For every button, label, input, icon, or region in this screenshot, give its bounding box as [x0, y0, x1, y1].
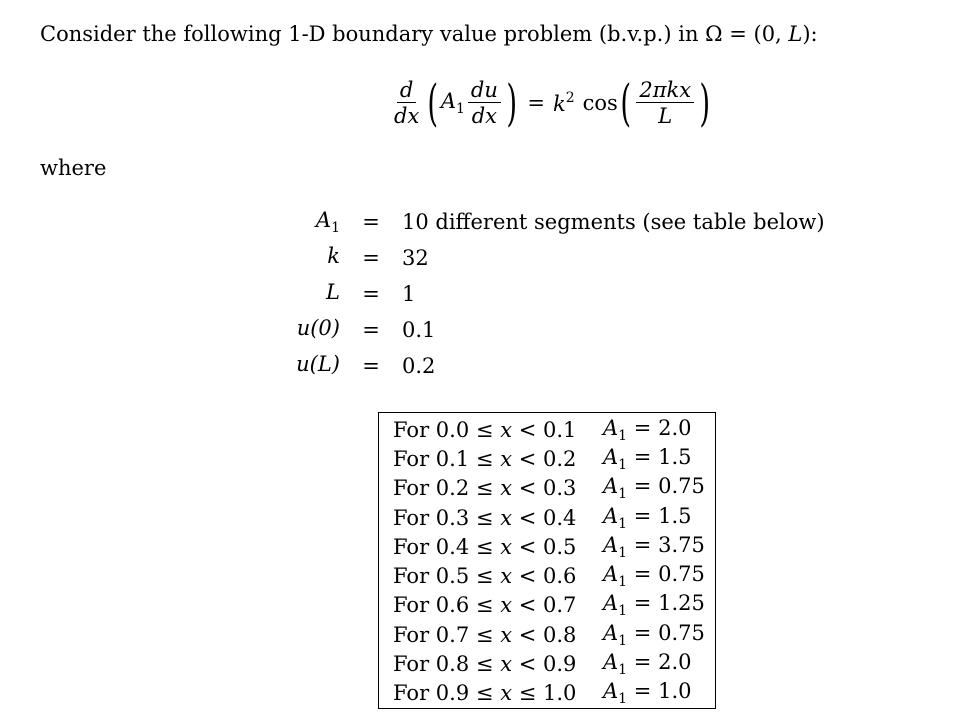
parameter-equals: = [362, 354, 380, 378]
domain-symbol: Ω = (0, [705, 22, 789, 46]
segment-row [393, 532, 705, 561]
segment-coefficient: $A_1 = 0.75$ [603, 474, 705, 503]
segment-range: For 0.2 ≤ x < 0.3 [393, 476, 577, 501]
parameter-row [270, 348, 825, 384]
parameter-symbol: $A_1$ [315, 208, 340, 236]
segment-table-box [378, 412, 716, 709]
where-label: where [40, 156, 107, 180]
segment-range: For 0.3 ≤ x < 0.4 [393, 505, 577, 530]
parameter-row [270, 204, 825, 240]
parameter-symbol: L [326, 280, 340, 304]
du-dx-fraction [468, 79, 501, 127]
segment-range: For 0.6 ≤ x < 0.7 [393, 593, 577, 618]
parameter-symbol: k [327, 244, 340, 268]
segment-coefficient: $A_1 = 2.0$ [603, 650, 692, 679]
parameter-value: 1 [402, 282, 416, 306]
dx-denominator: dx [394, 104, 420, 128]
segment-row [393, 591, 705, 620]
right-paren: ) [506, 74, 517, 132]
segment-range: For 0.4 ≤ x < 0.5 [393, 534, 577, 559]
segment-coefficient: $A_1 = 3.75$ [603, 532, 705, 561]
argument-numerator: 2πkx [636, 79, 694, 103]
segment-row [393, 444, 705, 473]
segment-range: For 0.9 ≤ x ≤ 1.0 [393, 681, 577, 706]
segment-range: For 0.0 ≤ x < 0.1 [393, 417, 577, 442]
du-numerator: du [468, 79, 501, 103]
left-paren: ( [427, 74, 439, 132]
parameter-equals: = [362, 210, 380, 234]
parameter-value: 32 [402, 246, 429, 270]
segment-range: For 0.8 ≤ x < 0.9 [393, 652, 577, 677]
argument-denominator: L [658, 104, 673, 128]
segment-coefficient: $A_1 = 1.5$ [603, 444, 692, 473]
coefficient-A: $A_1$ [440, 89, 465, 117]
parameter-equals: = [362, 282, 380, 306]
parameter-row [270, 276, 825, 312]
du-denominator: dx [471, 104, 498, 128]
segment-coefficient: $A_1 = 0.75$ [603, 562, 705, 591]
parameter-symbol: u(L) [296, 352, 340, 376]
d-numerator: d [397, 79, 416, 103]
parameter-row [270, 312, 825, 348]
domain-close: ): [802, 22, 818, 46]
domain-length: L [788, 22, 803, 46]
segment-range: For 0.5 ≤ x < 0.6 [393, 564, 577, 589]
parameter-equals: = [362, 246, 380, 270]
segment-coefficient: $A_1 = 0.75$ [603, 620, 705, 649]
parameter-value: 0.1 [402, 318, 436, 342]
segment-table [393, 415, 705, 708]
cos-argument [636, 79, 694, 127]
parameter-row [270, 240, 825, 276]
cos-right-paren: ) [699, 74, 711, 132]
segment-row [393, 474, 705, 503]
intro-text: Consider the following 1-D boundary value problem (b.v.p.) in [40, 22, 706, 46]
parameter-list [270, 204, 825, 384]
segment-row [393, 415, 705, 444]
parameter-value: 10 different segments (see table below) [402, 210, 825, 234]
derivative-operator [391, 79, 422, 127]
segment-range: For 0.7 ≤ x < 0.8 [393, 622, 577, 647]
segment-coefficient: $A_1 = 1.0$ [603, 679, 692, 708]
segment-row [393, 561, 705, 590]
governing-equation [388, 70, 713, 136]
segment-row [393, 679, 705, 708]
segment-coefficient: $A_1 = 2.0$ [603, 415, 692, 444]
segment-row [393, 649, 705, 678]
parameter-value: 0.2 [402, 354, 436, 378]
k-squared: $k^2$ [553, 90, 575, 116]
segment-range: For 0.1 ≤ x < 0.2 [393, 446, 577, 471]
parameter-equals: = [362, 318, 380, 342]
segment-coefficient: $A_1 = 1.5$ [603, 503, 692, 532]
segment-row [393, 503, 705, 532]
equals-sign: = [527, 91, 545, 115]
segment-coefficient: $A_1 = 1.25$ [603, 591, 705, 620]
cos-left-paren: ( [620, 74, 631, 132]
parameter-symbol: u(0) [296, 316, 340, 340]
segment-row [393, 620, 705, 649]
intro-sentence [40, 22, 818, 46]
cos-function: cos [582, 91, 618, 115]
